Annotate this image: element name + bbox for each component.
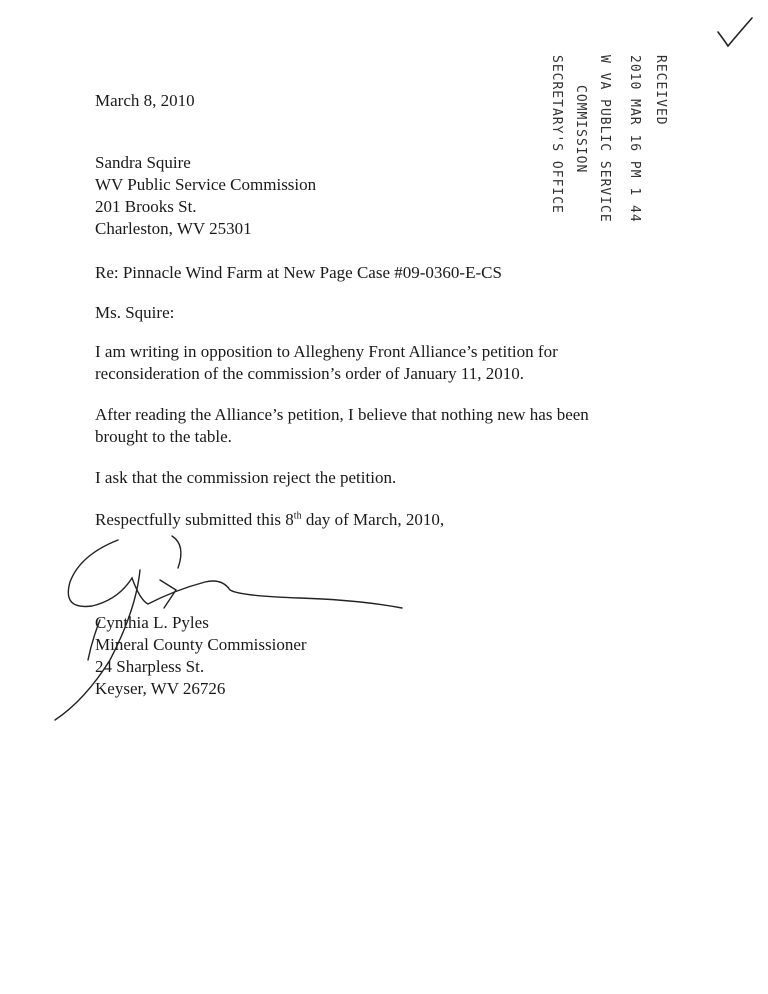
paragraph-line: After reading the Alliance’s petition, I believe that nothing new has been [95, 405, 589, 424]
paragraph-line: reconsideration of the commission’s order of January 11, 2010. [95, 364, 524, 383]
paragraph-3: I ask that the commission reject the petition. [95, 468, 397, 487]
sender-title: Mineral County Commissioner [95, 635, 307, 654]
re-line: Re: Pinnacle Wind Farm at New Page Case #09-0360-E-CS [95, 263, 502, 282]
paragraph-line: brought to the table. [95, 427, 232, 446]
recipient-name: Sandra Squire [95, 153, 191, 172]
signature-icon [55, 536, 402, 720]
sender-city: Keyser, WV 26726 [95, 679, 226, 698]
letter-date: March 8, 2010 [95, 91, 195, 110]
sender-name: Cynthia L. Pyles [95, 613, 209, 632]
recipient-street: 201 Brooks St. [95, 197, 197, 216]
stamp-office: SECRETARY'S OFFICE [549, 55, 564, 214]
closing-before: Respectfully submitted this 8 [95, 510, 294, 529]
salutation: Ms. Squire: [95, 303, 175, 322]
stamp-datetime: 2010 MAR 16 PM 1 44 [627, 55, 642, 223]
stamp-received: RECEIVED [653, 55, 668, 126]
closing-after: day of March, 2010, [301, 510, 445, 529]
paragraph-line: I am writing in opposition to Allegheny Front Alliance’s petition for [95, 342, 558, 361]
closing-ordinal: th [293, 510, 302, 522]
recipient-city: Charleston, WV 25301 [95, 219, 252, 238]
recipient-org: WV Public Service Commission [95, 175, 317, 194]
check-mark-icon [718, 18, 752, 46]
stamp-agency: W VA PUBLIC SERVICE [597, 55, 612, 223]
stamp-commission: COMMISSION [573, 85, 588, 174]
sender-street: 24 Sharpless St. [95, 657, 205, 676]
